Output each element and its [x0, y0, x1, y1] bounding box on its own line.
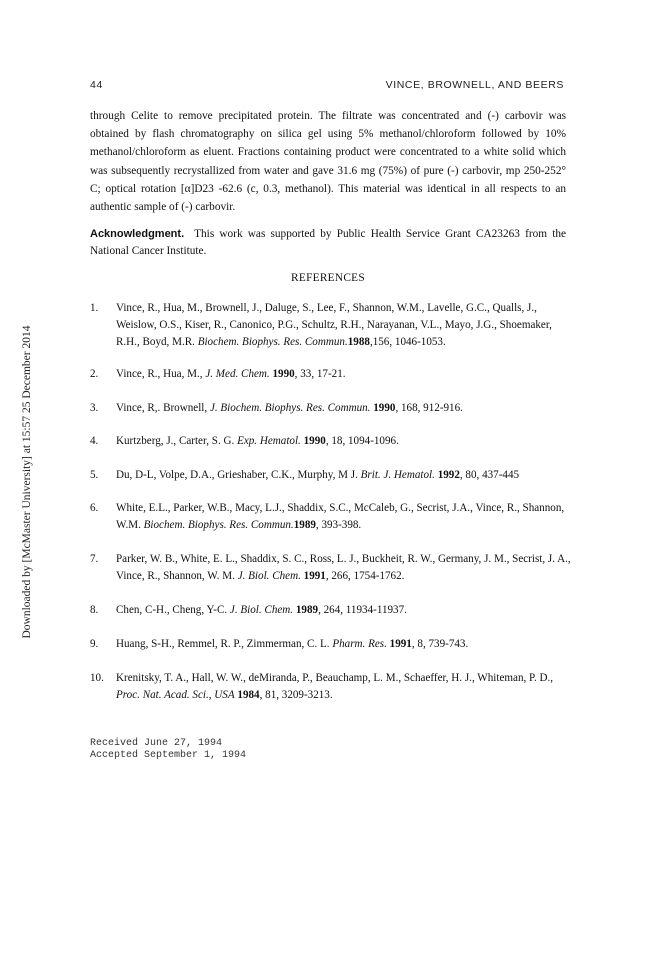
- received-dates: [90, 738, 246, 761]
- reference-item: 8. Chen, C-H., Cheng, Y-C. J. Biol. Chem. 1989, 264, 11934-11937.: [90, 604, 407, 616]
- reference-item: 2. Vince, R., Hua, M., J. Med. Chem. 1990, 33, 17-21.: [90, 368, 346, 380]
- reference-item: 9. Huang, S-H., Remmel, R. P., Zimmerman, C. L. Pharm. Res. 1991, 8, 739-743.: [90, 638, 469, 650]
- running-head: VINCE, BROWNELL, AND BEERS: [385, 79, 564, 91]
- references-heading: REFERENCES: [291, 272, 365, 284]
- page-number: 44: [90, 79, 103, 91]
- reference-item: 4. Kurtzberg, J., Carter, S. G. Exp. Hematol. 1990, 18, 1094-1096.: [90, 435, 399, 447]
- reference-item: 5. Du, D-L, Volpe, D.A., Grieshaber, C.K., Murphy, M J. Brit. J. Hematol. 1992, 80, 437-445: [90, 469, 520, 481]
- received-date: Received June 27, 1994: [90, 738, 223, 749]
- acknowledgment-label: Acknowledgment.: [90, 228, 185, 240]
- download-note: Downloaded by [McMaster University] at 15:57 25 December 2014: [21, 325, 33, 639]
- acknowledgment-text: This work was supported by Public Health Service Grant CA23263 from the National Cancer Institute.: [90, 228, 566, 257]
- acknowledgment: [90, 226, 566, 260]
- reference-item: 6. White, E.L., Parker, W.B., Macy, L.J., Shaddix, S.C., McCaleb, G., Secrist, J.A., Vince, R., Shannon, W.M. Biochem. Biophys. Res. Commun.1989, 393-398.: [90, 502, 565, 532]
- experimental-paragraph: through Celite to remove precipitated protein. The filtrate was concentrated and (-) carbovir was obtained by flash chromatography on silica gel using 5% methanol/chloroform followed by 10% methanol/chloroform as eluent. Fractions containing product were concentrated to a white solid which was subsequently recrystallized from water and gave 31.6 mg (75%) of pure (-) carbovir, mp 250-252° C; optical rotation [α]D23 -62.6 (c, 0.3, methanol). This material was identical in all respects to an authentic sample of (-) carbovir.: [90, 110, 566, 214]
- reference-item: 3. Vince, R,. Brownell, J. Biochem. Biophys. Res. Commun. 1990, 168, 912-916.: [90, 402, 463, 414]
- page-header: [90, 79, 564, 91]
- reference-item: 10. Krenitsky, T. A., Hall, W. W., deMiranda, P., Beauchamp, L. M., Schaeffer, H. J., Whiteman, P. D., Proc. Nat. Acad. Sci., USA 1984, 81, 3209-3213.: [90, 672, 554, 702]
- accepted-date: Accepted September 1, 1994: [90, 749, 247, 761]
- download-watermark: [10, 296, 33, 668]
- reference-item: 1. Vince, R., Hua, M., Brownell, J., Daluge, S., Lee, F., Shannon, W.M., Lavelle, G.C., Qualls, J., Weislow, O.S., Kiser, R., Canonico, P.G., Schultz, R.H., Narayanan, V.L., Mayo, J.G., Shoemaker, R.H., Boyd, M.R. Biochem. Biophys. Res. Commun.1988,156, 1046-1053.: [90, 302, 552, 349]
- reference-item: 7. Parker, W. B., White, E. L., Shaddix, S. C., Ross, L. J., Buckheit, R. W., Germany, J. M., Secrist, J. A., Vince, R., Shannon, W. M. J. Biol. Chem. 1991, 266, 1754-1762.: [90, 553, 571, 583]
